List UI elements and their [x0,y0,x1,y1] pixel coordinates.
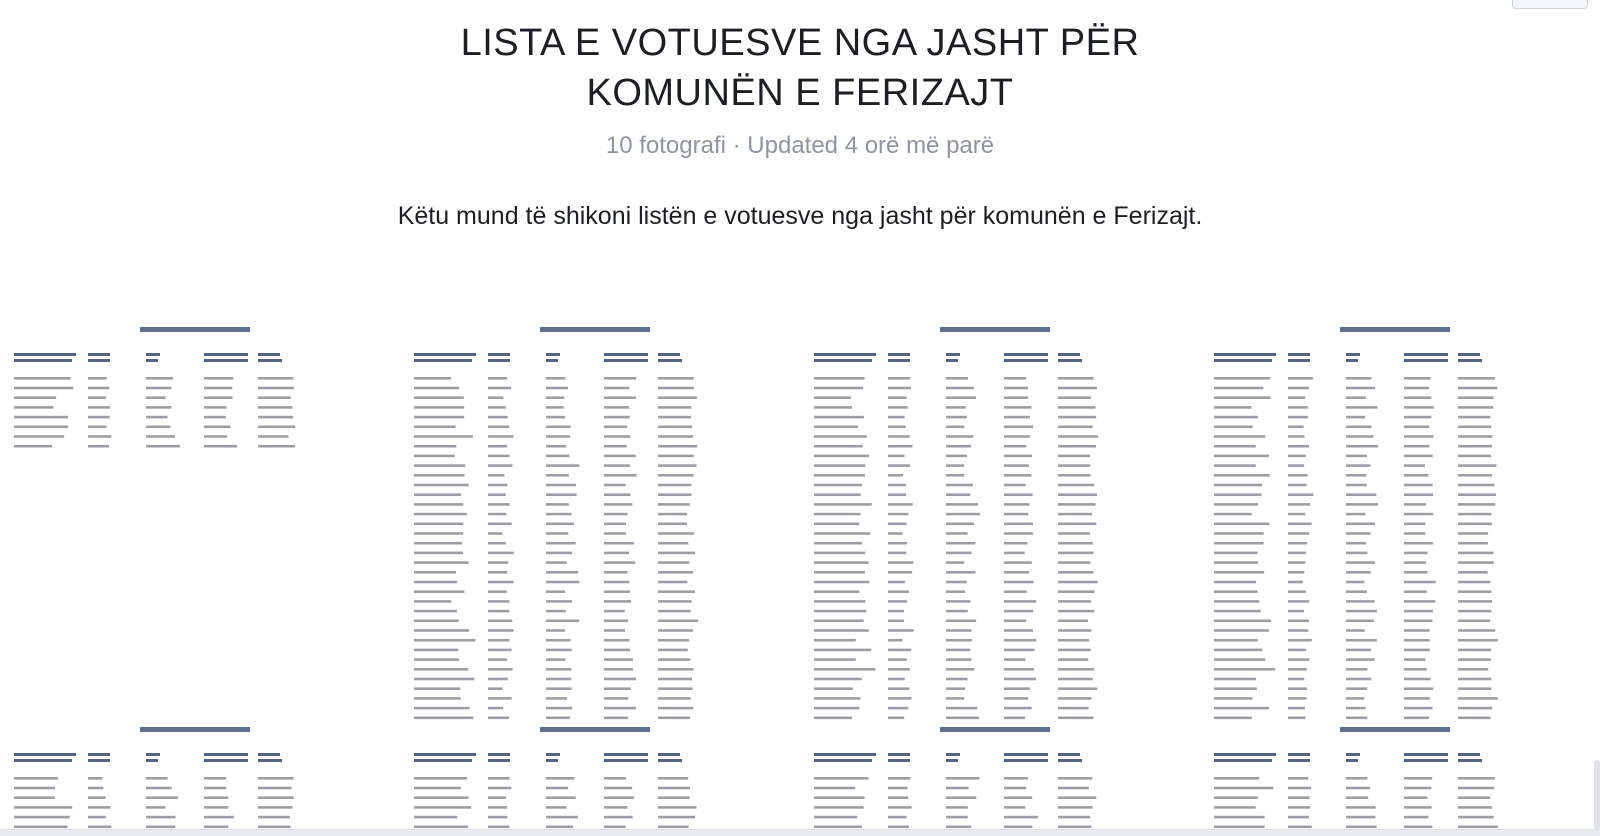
document-scan [400,725,800,836]
document-scan [800,725,1200,836]
photo-thumbnail-3[interactable] [800,325,1200,723]
options-button[interactable] [1512,0,1588,9]
document-scan [800,325,1200,723]
photo-thumbnail-2[interactable] [400,325,800,723]
album-description: Këtu mund të shikoni listën e votuesve nga jasht për komunën e Ferizajt. [397,202,1203,230]
album-title [0,18,1600,118]
document-scan [1200,325,1600,723]
album-header [0,18,1600,160]
photo-thumbnail-6[interactable] [400,725,800,836]
photo-thumbnail-7[interactable] [800,725,1200,836]
album-meta: 10 fotografi · Updated 4 orë më parë [605,132,995,159]
page-bottom-divider [0,829,1600,836]
scrollbar-thumb[interactable] [1594,760,1600,830]
document-scan [1200,725,1600,836]
photo-thumbnail-1[interactable] [0,325,400,723]
photo-thumbnail-5[interactable] [0,725,400,836]
photo-thumbnail-4[interactable] [1200,325,1600,723]
album-title-line-2: KOMUNËN E FERIZAJT [586,72,1014,114]
photo-grid [0,325,1600,836]
document-scan [0,325,400,723]
album-title-line-1: LISTA E VOTUESVE NGA JASHT PËR [460,22,1140,64]
document-scan [0,725,400,836]
photo-thumbnail-8[interactable] [1200,725,1600,836]
document-scan [400,325,800,723]
